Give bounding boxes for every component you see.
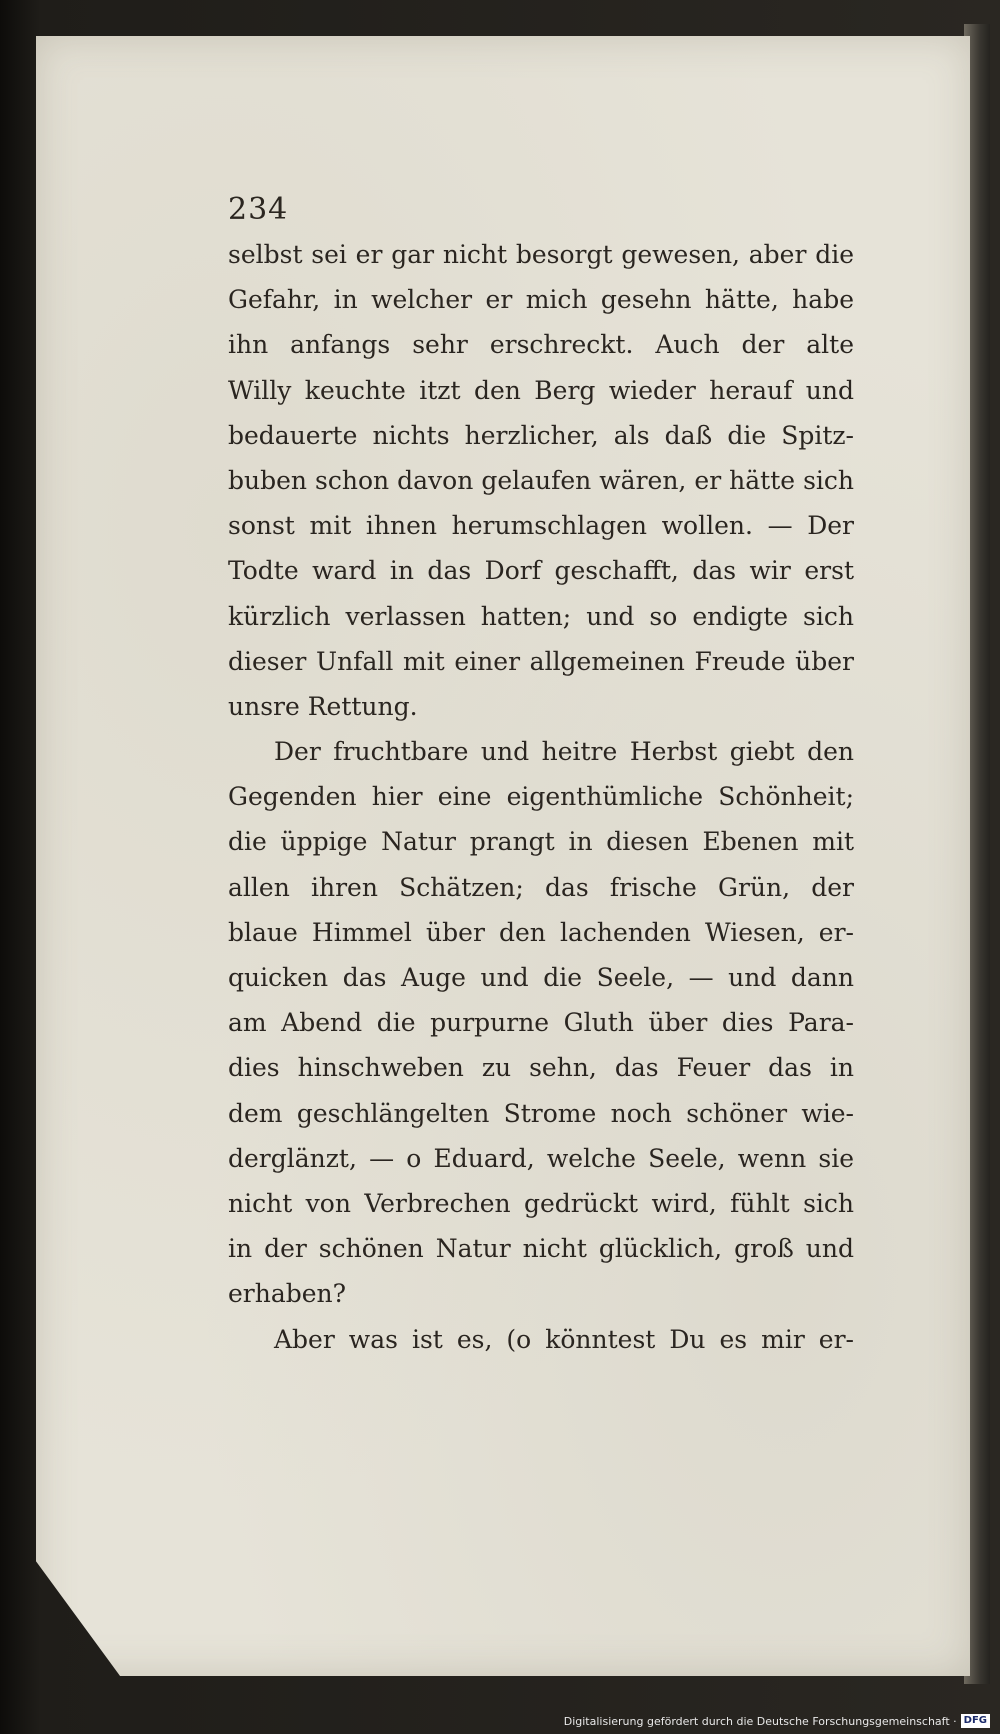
paragraph-end-line: erhaben?: [228, 1279, 347, 1309]
text-line: buben schon davon gelaufen wären, er hätte sich: [228, 465, 854, 495]
text-line: bedauerte nichts herzlicher, als daß die Spitz-: [228, 420, 854, 450]
text-line: in der schönen Natur nicht glücklich, groß und: [228, 1234, 854, 1264]
page-text: [228, 232, 854, 1362]
dfg-logo: DFG: [961, 1714, 990, 1728]
text-line: quicken das Auge und die Seele, — und dann: [228, 963, 854, 992]
page-number: 234: [228, 192, 289, 227]
text-line: derglänzt, — o Eduard, welche Seele, wenn sie: [228, 1143, 854, 1173]
digitization-credit: [564, 1714, 990, 1728]
text-line: selbst sei er gar nicht besorgt gewesen, aber die: [228, 240, 854, 269]
paragraph-start-line: Der fruchtbare und heitre Herbst giebt den: [274, 737, 854, 767]
paragraph-end-line: unsre Rettung.: [228, 691, 418, 721]
paragraph-start-line: Aber was ist es, (o könntest Du es mir er-: [274, 1324, 854, 1354]
text-line: allen ihren Schätzen; das frische Grün, der: [228, 872, 854, 902]
text-line: Willy keuchte itzt den Berg wieder herauf und: [228, 375, 854, 405]
text-line: dieser Unfall mit einer allgemeinen Freude über: [228, 646, 854, 676]
credit-text: Digitalisierung gefördert durch die Deutsche Forschungsgemeinschaft ·: [563, 1714, 957, 1728]
text-line: Gefahr, in welcher er mich gesehn hätte, habe: [228, 285, 854, 315]
text-line: am Abend die purpurne Gluth über dies Para-: [228, 1008, 854, 1038]
text-line: Gegenden hier eine eigenthümliche Schönheit;: [228, 782, 854, 812]
text-line: kürzlich verlassen hatten; und so endigte sich: [228, 601, 854, 631]
text-line: nicht von Verbrechen gedrückt wird, fühlt sich: [228, 1188, 854, 1218]
text-line: sonst mit ihnen herumschlagen wollen. — Der: [228, 511, 854, 541]
text-line: ihn anfangs sehr erschreckt. Auch der alte: [228, 330, 854, 360]
text-line: Todte ward in das Dorf geschafft, das wir erst: [228, 556, 854, 586]
text-line: blaue Himmel über den lachenden Wiesen, er-: [228, 917, 854, 947]
text-line: dies hinschweben zu sehn, das Feuer das in: [228, 1053, 854, 1083]
text-line: dem geschlängelten Strome noch schöner wie-: [228, 1098, 854, 1128]
text-line: die üppige Natur prangt in diesen Ebenen mit: [228, 827, 854, 857]
